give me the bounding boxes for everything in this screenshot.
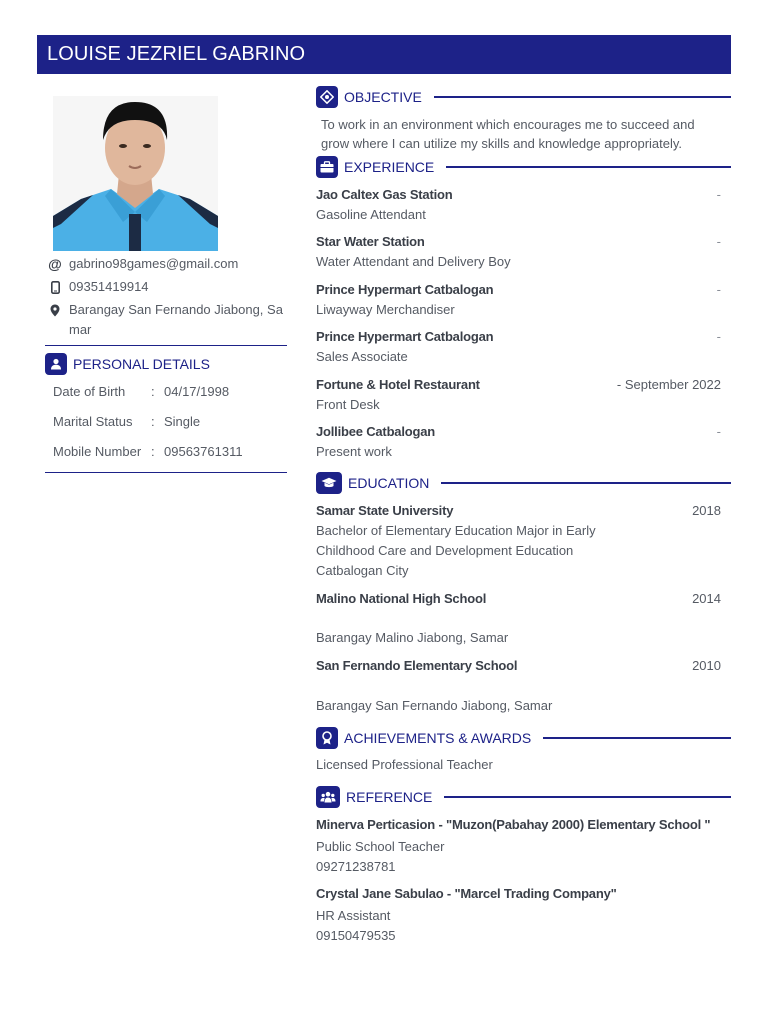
experience-date: - — [716, 424, 721, 439]
education-location: Catbalogan City — [316, 563, 409, 578]
education-header — [316, 472, 731, 494]
contact-email[interactable]: gabrino98games@gmail.com — [69, 256, 239, 271]
education-year: 2014 — [692, 591, 721, 606]
reference-position: HR Assistant — [316, 908, 391, 923]
experience-role: Sales Associate — [316, 349, 408, 364]
detail-value: Single — [164, 414, 201, 429]
section-rule — [434, 96, 731, 98]
education-detail: Childhood Care and Development Education — [316, 543, 574, 558]
experience-company: Star Water Station — [316, 234, 425, 249]
section-title: ACHIEVEMENTS & AWARDS — [344, 730, 532, 746]
divider — [45, 472, 287, 473]
experience-role: Liwayway Merchandiser — [316, 302, 455, 317]
section-rule — [543, 737, 731, 739]
detail-colon: : — [151, 414, 155, 429]
detail-value: 09563761311 — [164, 444, 243, 459]
section-title: EDUCATION — [348, 475, 430, 491]
personal-detail-row — [53, 443, 243, 461]
award-ribbon-icon — [316, 727, 338, 749]
mobile-phone-icon — [47, 277, 63, 297]
experience-date: - — [716, 282, 721, 297]
reference-phone: 09271238781 — [316, 859, 396, 874]
section-rule — [441, 482, 731, 484]
profile-photo — [53, 96, 218, 251]
education-year: 2010 — [692, 658, 721, 673]
divider — [45, 345, 287, 346]
personal-detail-row — [53, 383, 229, 401]
experience-company: Jollibee Catbalogan — [316, 424, 436, 439]
reference-header — [316, 786, 731, 808]
section-rule — [446, 166, 731, 168]
experience-company: Jao Caltex Gas Station — [316, 187, 453, 202]
section-title: PERSONAL DETAILS — [73, 356, 210, 372]
contact-phone: 09351419914 — [69, 279, 149, 294]
detail-value: 04/17/1998 — [164, 384, 230, 399]
objective-text: To work in an environment which encourages me to succeed and grow where I can utilize my skills and knowledge appropriately. — [321, 117, 695, 151]
resume-name: LOUISE JEZRIEL GABRINO — [37, 35, 731, 74]
section-rule — [444, 796, 731, 798]
objective-header — [316, 86, 731, 108]
experience-role: Present work — [316, 444, 392, 459]
personal-details-header — [45, 353, 210, 375]
education-location: Barangay Malino Jiabong, Samar — [316, 630, 509, 645]
experience-company: Fortune & Hotel Restaurant — [316, 377, 480, 392]
detail-label: Date of Birth — [53, 384, 126, 399]
detail-label: Marital Status — [53, 414, 133, 429]
experience-company: Prince Hypermart Catbalogan — [316, 329, 494, 344]
contact-phone-row — [47, 277, 287, 297]
contact-address-row — [47, 300, 287, 340]
experience-date: - — [716, 329, 721, 344]
education-location: Barangay San Fernando Jiabong, Samar — [316, 698, 553, 713]
detail-colon: : — [151, 444, 155, 459]
reference-name: Minerva Perticasion - "Muzon(Pabahay 2000) Elementary School " — [316, 817, 711, 832]
experience-header — [316, 156, 731, 178]
section-title: EXPERIENCE — [344, 159, 435, 175]
at-sign-icon: @ — [48, 256, 62, 272]
target-icon — [316, 86, 338, 108]
education-school: San Fernando Elementary School — [316, 658, 518, 673]
contact-address: Barangay San Fernando Jiabong, Samar — [69, 302, 283, 337]
section-title: REFERENCE — [346, 789, 433, 805]
detail-colon: : — [151, 384, 155, 399]
education-school: Malino National High School — [316, 591, 487, 606]
achievements-header — [316, 727, 731, 749]
achievement-item: Licensed Professional Teacher — [316, 757, 493, 772]
reference-name: Crystal Jane Sabulao - "Marcel Trading Company" — [316, 886, 617, 901]
experience-role: Water Attendant and Delivery Boy — [316, 254, 511, 269]
education-detail: Bachelor of Elementary Education Major in Early — [316, 523, 596, 538]
personal-detail-row — [53, 413, 200, 431]
section-title: OBJECTIVE — [344, 89, 422, 105]
detail-label: Mobile Number — [53, 444, 142, 459]
contact-email-row — [47, 254, 287, 274]
experience-role: Gasoline Attendant — [316, 207, 426, 222]
people-group-icon — [316, 786, 340, 808]
person-icon — [45, 353, 67, 375]
reference-phone: 09150479535 — [316, 928, 396, 943]
experience-date: - September 2022 — [616, 377, 721, 392]
experience-role: Front Desk — [316, 397, 380, 412]
location-pin-icon — [47, 300, 63, 320]
experience-date: - — [716, 234, 721, 249]
experience-date: - — [716, 187, 721, 202]
education-year: 2018 — [692, 503, 721, 518]
reference-position: Public School Teacher — [316, 839, 445, 854]
education-school: Samar State University — [316, 503, 454, 518]
briefcase-icon — [316, 156, 338, 178]
experience-company: Prince Hypermart Catbalogan — [316, 282, 494, 297]
graduation-cap-icon — [316, 472, 342, 494]
